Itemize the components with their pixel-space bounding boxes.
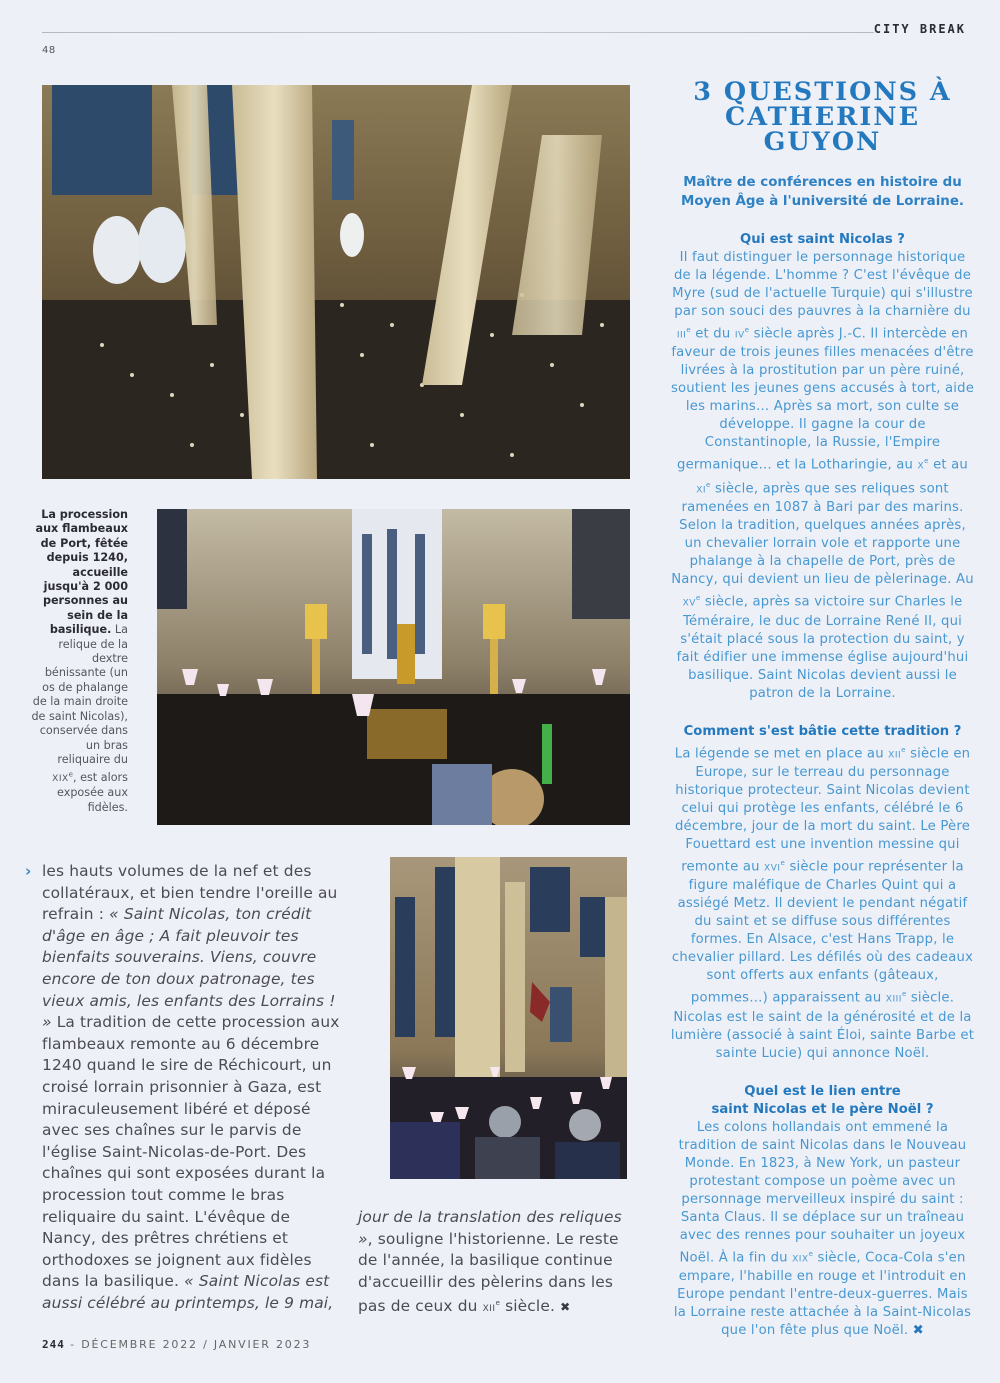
question-3: Quel est le lien entre saint Nicolas et le père Noël ?: [711, 1083, 934, 1117]
end-mark-icon: ✖: [560, 1300, 571, 1315]
question-2: Comment s'est bâtie cette tradition ?: [683, 723, 962, 739]
header-rule: [42, 32, 874, 33]
answer-2: La légende se met en place au XIIe siècle en Europe, sur le terreau du personnage historique protecteur. Saint Nicolas devient celui qui protège les enfants, célébré le 6 décembre, jour de la mort du saint. Le Père Fouettard est une invention messine qui remonte au XVIe siècle pour représenter la figure maléfique de Charles Quint qui a assiégé Metz. Il devient le pendant négatif du saint et se diffuse sous différentes formes. En Alsace, c'est Hans Trapp, le chevalier pillard. Les défilés où des cadeaux sont offerts aux enfants (gâteaux, pommes…) apparaissent au XIIIe siècle. Nicolas est le saint de la générosité et de la lumière (associé à saint Éloi, sainte Barbe et sainte Lucie) qui annonce Noël.: [670, 745, 975, 1061]
question-1: Qui est saint Nicolas ?: [740, 232, 905, 247]
photo-reliquary-procession: [157, 509, 630, 825]
caption-text: La relique de la dextre bénissante (un os de phalange de la main droite de saint Nicolas), conservée dans un bras reliquaire du XIXe, est alors exposée aux fidèles.: [31, 623, 128, 814]
photo-caption: [30, 508, 128, 815]
caption-lead: La procession aux flambeaux de Port, fêtée depuis 1240, accueille jusqu'à 2 000 personnes au sein de la basilique.: [35, 508, 128, 637]
folio-number: 48: [42, 45, 56, 56]
answer-1: Il faut distinguer le personnage historique de la légende. L'homme ? C'est l'évêque de Myre (sud de l'actuelle Turquie) qui s'illustre par son souci des pauvres à la charnière du IIIe et du IVe siècle après J.-C. Il intercède en faveur de trois jeunes filles menacées d'être livrées à la prostitution par un père ruiné, soutient les jeunes gens accusés à tort, aide les marins… Après sa mort, son culte se développe. Il gagne la cour de Constantinople, la Russie, l'Empire germanique… et la Lotharingie, au Xe et au XIe siècle, après que ses reliques sont ramenées en 1087 à Bari par des marins. Selon la tradition, quelques années après, un chevalier lorrain vole et rapporte une phalange à la chapelle de Port, près de Nancy, qui devient un lieu de pèlerinage. Au XVe siècle, après sa victoire sur Charles le Téméraire, le duc de Lorraine René II, qui s'était placé sous la protection du saint, y fait édifier une immense église aujourd'hui basilique. Saint Nicolas devient aussi le patron de la Lorraine.: [670, 250, 975, 701]
issue-date: DÉCEMBRE 2022 / JANVIER 2023: [81, 1338, 312, 1351]
article-quote: « Saint Nicolas, ton crédit d'âge en âge ; A fait pleuvoir tes bienfaits souverains. Viens, couvre encore de ton doux patronage, tes vieux amis, les enfants des Lorrains ! »: [42, 905, 336, 1032]
answer-3: Les colons hollandais ont emmené la tradition de saint Nicolas dans le Nouveau Monde. En 1823, à New York, un pasteur protestant compose un poème avec un personnage merveilleux inspiré du saint : Santa Claus. Il se déplace sur un traîneau avec des rennes pour souhaiter un joyeux Noël. À la fin du XIXe siècle, Coca-Cola s'en empare, l'habille en rouge et l'introduit en Europe pendant l'entre-deux-guerres. Mais la Lorraine reste attachée à la Saint-Nicolas que l'on fête plus que Noël. ✖: [673, 1119, 972, 1339]
sidebar-title: 3 QUESTIONS À CATHERINE GUYON: [693, 77, 952, 157]
article-text: les hauts volumes de la nef et des collatéraux, et bien tendre l'oreille au refrain :: [42, 862, 338, 924]
photo-nave-aerial-image: [42, 85, 630, 479]
article-text: La tradition de cette procession aux flambeaux remonte au 6 décembre 1240 quand le sire de Réchicourt, un croisé lorrain prisonnier à Gaza, est miraculeusement libéré et déposé avec ses chaînes sur le parvis de l'église Saint-Nicolas-de-Port. Des chaînes qui sont exposées durant la procession tout comme le bras reliquaire du saint. L'évêque de Nancy, des prêtres chrétiens et orthodoxes se joignent aux fidèles dans la basilique.: [42, 1013, 340, 1291]
article-quote: jour de la translation des reliques »: [358, 1208, 622, 1248]
page-number: 244: [42, 1338, 65, 1351]
article-column-middle: jour de la translation des reliques », souligne l'historienne. Le reste de l'année, la basilique continue d'accueillir des pèlerins dans les pas de ceux du XIIe siècle. ✖: [358, 1208, 622, 1316]
article-column-left: [25, 861, 342, 1314]
photo-reliquary-procession-image: [157, 509, 630, 825]
page-footer: 244 - DÉCEMBRE 2022 / JANVIER 2023: [42, 1338, 312, 1351]
photo-torches-banners: [390, 857, 627, 1179]
article-quote: « Saint Nicolas est aussi célébré au printemps, le 9 mai,: [42, 1272, 334, 1312]
century-numeral: XII: [482, 1304, 496, 1315]
interview-sidebar: [670, 77, 975, 1340]
interviewee-credentials: Maître de conférences en histoire du Moyen Âge à l'université de Lorraine.: [681, 175, 964, 209]
end-mark-icon: ✖: [912, 1323, 924, 1339]
photo-nave-aerial: [42, 85, 630, 479]
photo-torches-banners-image: [390, 857, 627, 1179]
section-label: CITY BREAK: [873, 22, 966, 36]
continuation-arrow-icon: ›: [25, 862, 32, 880]
article-text: , souligne l'historienne. Le reste de l'année, la basilique continue d'accueillir des pèlerins dans les pas de ceux du: [358, 1229, 619, 1316]
